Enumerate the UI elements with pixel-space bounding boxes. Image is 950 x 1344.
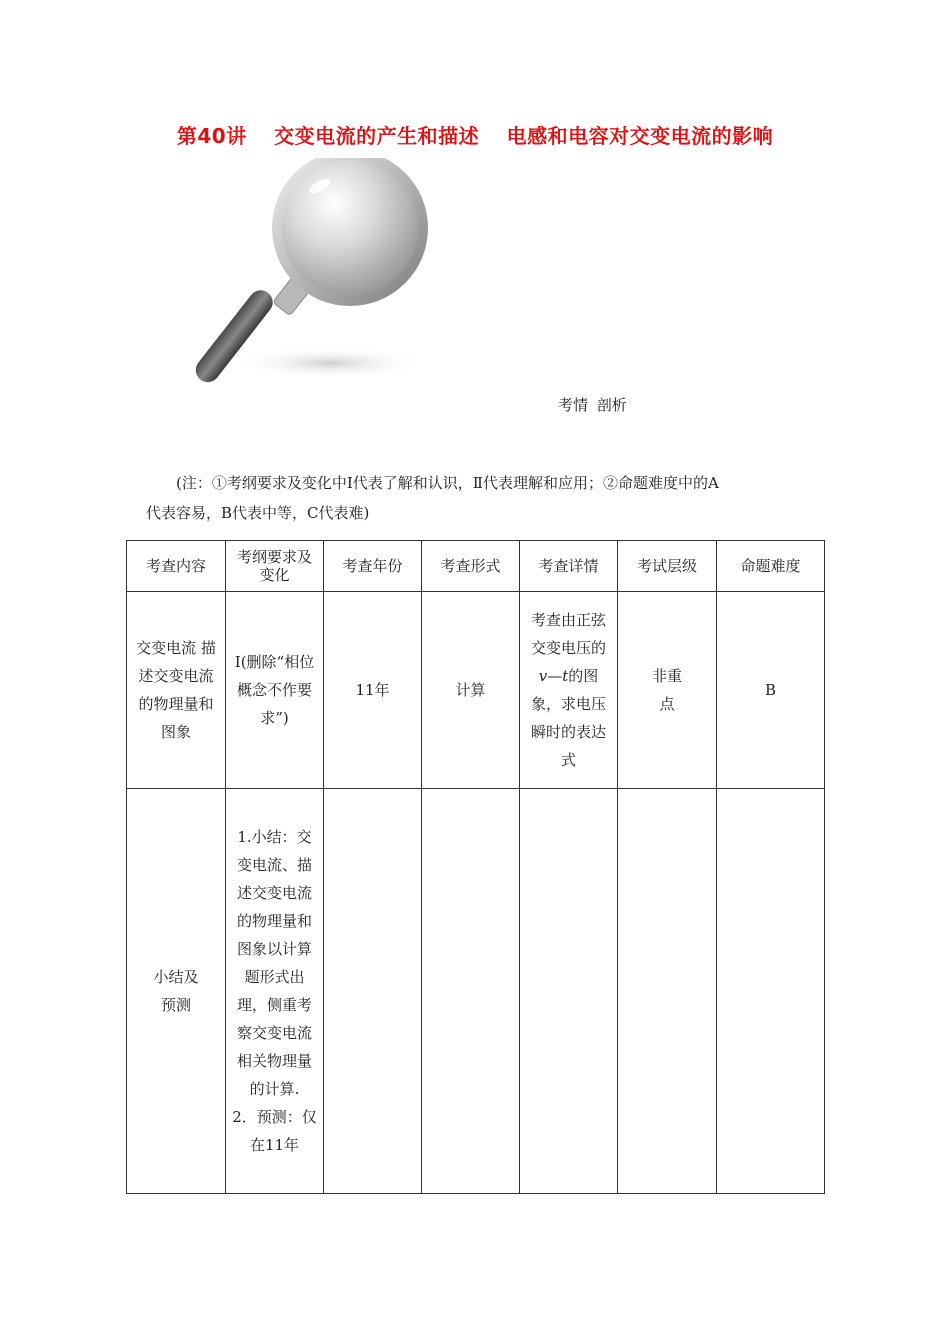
title-part-2: 电感和电容对交变电流的影响	[506, 124, 774, 148]
cell-empty	[520, 789, 618, 1194]
detail-variable-t: t	[562, 667, 569, 685]
detail-text-a: 考查由正弦交变电压的	[530, 611, 606, 657]
detail-variable-v: v	[538, 667, 548, 685]
header-level: 考试层级	[618, 541, 717, 592]
section-label: 考情 剖析	[558, 396, 627, 414]
page-title	[0, 120, 950, 149]
cell-summary-title: 小结及预测	[127, 789, 226, 1194]
detail-text-b: 的图象，求电压瞬时的表达式	[530, 667, 606, 769]
cell-empty	[422, 789, 520, 1194]
header-difficulty: 命题难度	[717, 541, 825, 592]
header-content: 考查内容	[127, 541, 226, 592]
summary-text: 1.小结：交变电流、描述交变电流的物理量和图象以计算题形式出理，侧重考察交变电流相关物理量的计算.	[236, 828, 312, 1098]
lecture-number: 第40讲	[176, 124, 247, 148]
cell-level: 非重点	[618, 592, 717, 789]
cell-content: 交变电流 描述交变电流的物理量和图象	[127, 592, 226, 789]
cell-detail	[520, 592, 618, 789]
note-line-2: 代表容易，B代表中等，C代表难)	[146, 504, 370, 522]
header-year: 考查年份	[324, 541, 422, 592]
cell-empty	[618, 789, 717, 1194]
exam-analysis-table	[126, 540, 825, 1194]
table-header-row	[127, 541, 825, 592]
table-row	[127, 789, 825, 1194]
title-part-1: 交变电流的产生和描述	[274, 124, 480, 148]
table-row	[127, 592, 825, 789]
cell-form: 计算	[422, 592, 520, 789]
header-detail: 考查详情	[520, 541, 618, 592]
cell-empty	[717, 789, 825, 1194]
cell-empty	[324, 789, 422, 1194]
magnifier-illustration	[180, 158, 440, 398]
cell-requirement: Ⅰ(删除“相位概念不作要求”)	[226, 592, 324, 789]
header-form: 考查形式	[422, 541, 520, 592]
detail-dash: —	[547, 667, 563, 685]
forecast-text: 2．预测：仅在11年	[232, 1108, 317, 1154]
cell-year: 11年	[324, 592, 422, 789]
header-requirement: 考纲要求及变化	[226, 541, 324, 592]
cell-summary-text	[226, 789, 324, 1194]
legend-note	[146, 468, 822, 528]
cell-difficulty: B	[717, 592, 825, 789]
note-line-1: (注：①考纲要求及变化中Ⅰ代表了解和认识，Ⅱ代表理解和应用；②命题难度中的A	[176, 474, 719, 492]
